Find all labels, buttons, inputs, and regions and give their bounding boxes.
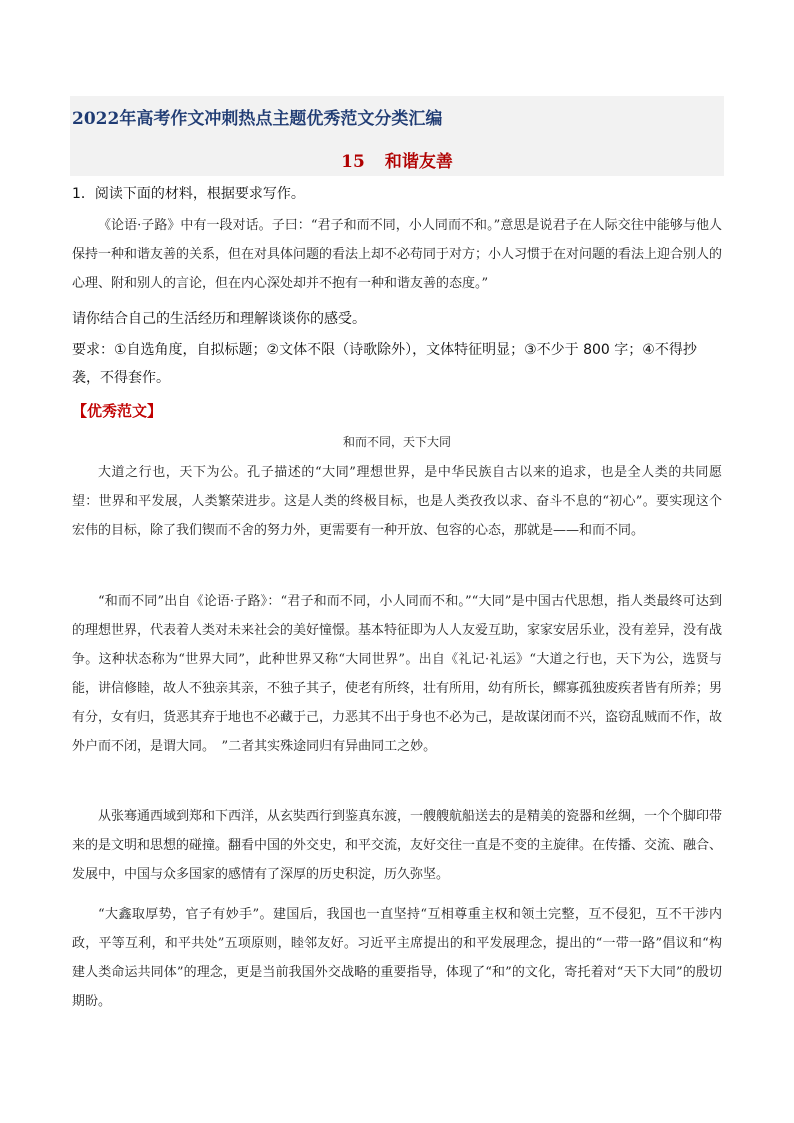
task-instruction: 1．阅读下面的材料，根据要求写作。 (72, 186, 305, 202)
topic-name: 和谐友善 (384, 152, 453, 172)
essay-title: 和而不同，天下大同 (342, 435, 451, 449)
essay-paragraph-1: 大道之行也，天下为公。孔子描述的“大同”理想世界，是中华民族自古以来的追求，也是全人类的共同愿望：世界和平发展，人类繁荣进步。这是人类的终极目标，也是人类孜孜以求、奋斗不息的“初心”。要实现这个宏伟的目标，除了我们锲而不舍的努力外，更需要有一种开放、包容的心态，那就是——和而不同。 (72, 465, 722, 538)
section-tag: 【优秀范文】 (72, 402, 163, 420)
essay-paragraph-3: 从张骞通西域到郑和下西洋，从玄奘西行到鉴真东渡，一艘艘航船送去的是精美的瓷器和丝绸，一个个脚印带来的是文明和思想的碰撞。翻看中国的外交史，和平交流，友好交往一直是不变的主旋律。在传播、交流、融合、发展中，中国与众多国家的感情有了深厚的历史积淀，历久弥坚。 (72, 809, 723, 882)
series-title: 2022年高考作文冲刺热点主题优秀范文分类汇编 (72, 109, 443, 129)
task-requirements: 要求：①自选角度，自拟标题；②文体不限（诗歌除外），文体特征明显；③不少于 800 字；④不得抄袭，不得套作。 (72, 342, 697, 386)
task-prompt: 请你结合自己的生活经历和理解谈谈你的感受。 (72, 311, 366, 327)
topic-number: 15 (341, 152, 365, 172)
essay-paragraph-2: “和而不同”出自《论语·子路》：“君子和而不同，小人同而不和。”“大同”是中国古代思想，指人类最终可达到的理想世界，代表着人类对未来社会的美好憧憬。基本特征即为人人友爱互助，家家安居乐业，没有差异，没有战争。这种状态称为“世界大同”，此种世界又称“大同世界”。出自《礼记·礼运》“大道之行也，天下为公，选贤与能，讲信修睦，故人不独亲其亲，不独子其子，使老有所终，壮有所用，幼有所长，鳏寡孤独废疾者皆有所养；男有分，女有归，货恶其弃于地也不必藏于己，力恶其不出于身也不必为己，是故谋闭而不兴，盗窃乱贼而不作，故外户而不闭，是谓大同。 ”二者其实殊途同归有异曲同工之妙。 (72, 594, 723, 754)
task-material: 《论语·子路》中有一段对话。子曰：“君子和而不同，小人同而不和。”意思是说君子在人际交往中能够与他人保持一种和谐友善的关系，但在对具体问题的看法上却不必苟同于对方；小人习惯于在对问题的看法上迎合别人的心理、附和别人的言论，但在内心深处却并不抱有一种和谐友善的态度。” (72, 218, 723, 291)
essay-paragraph-4: “大鑫取厚势，官子有妙手”。建国后，我国也一直坚持“互相尊重主权和领土完整，互不侵犯，互不干涉内政，平等互利，和平共处”五项原则，睦邻友好。习近平主席提出的和平发展理念，提出的“一带一路”倡议和“构建人类命运共同体”的理念，更是当前我国外交战略的重要指导，体现了“和”的文化，寄托着对“天下大同”的殷切期盼。 (72, 907, 722, 1009)
topic-title (0, 147, 794, 172)
